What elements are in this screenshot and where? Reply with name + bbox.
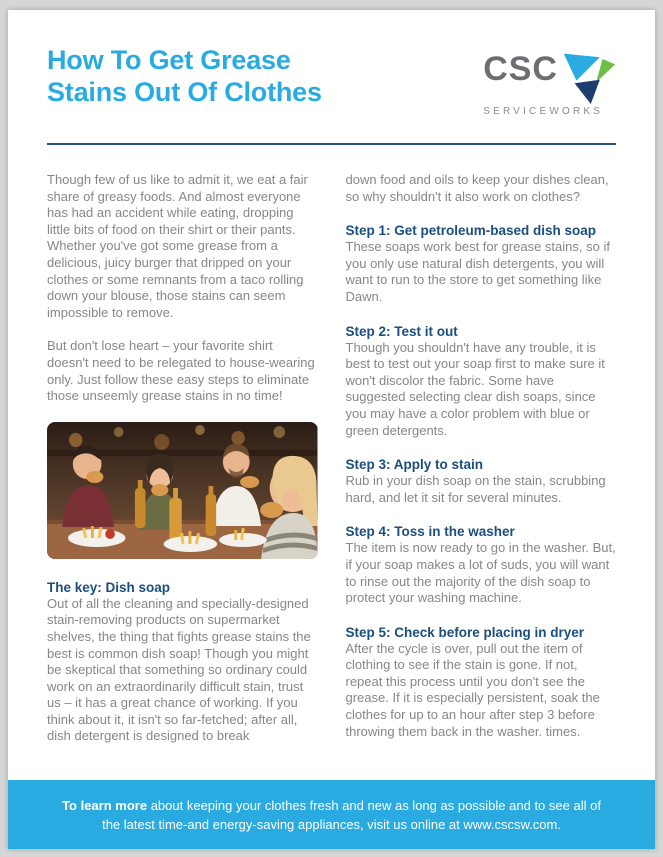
step-2-body: Though you shouldn't have any trouble, it is best to test out your soap first to make sure it won't discolor the fabric. Some have suggested selecting clear dish soaps, since you may have a color problem with blue or green detergents.: [345, 339, 605, 438]
right-column: [346, 172, 617, 762]
friends-eating-photo: [47, 422, 318, 559]
step-3-body: Rub in your dish soap on the stain, scrubbing hard, and let it sit for several minutes.: [345, 473, 606, 505]
article-body: [47, 172, 616, 762]
website-link[interactable]: www.cscsw.com: [463, 816, 558, 832]
left-column: [47, 172, 318, 762]
step-5: [346, 624, 617, 741]
page-title: [47, 44, 322, 108]
footer-text: [53, 796, 611, 834]
step-5-body: After the cycle is over, pull out the item of clothing to see if the stain is gone. If not, repeat this process until you don't see the grease. If it is especially persistent, soak the clothes for up to an hour after step 3 before throwing them back in the washer. times.: [345, 640, 600, 739]
document-page: [8, 10, 655, 849]
step-5-heading: Step 5: Check before placing in dryer: [345, 624, 585, 640]
csc-logo-mark-icon: [562, 50, 616, 104]
header: [47, 42, 616, 117]
logo-subtext: SERVICEWORKS: [483, 106, 604, 117]
page-title-line1: How To Get Grease: [47, 45, 291, 75]
step-3-heading: Step 3: Apply to stain: [345, 457, 484, 473]
intro-paragraph-2: But don't lose heart – your favorite shirt doesn't need to be relegated to house-wearing only. Just follow these easy steps to eliminate those unseemly grease stains in no time!: [47, 338, 315, 404]
step-1: [346, 222, 617, 305]
step-2-heading: Step 2: Test it out: [345, 323, 458, 339]
key-section-body: Out of all the cleaning and specially-designed stain-removing products on supermarket shelves, the thing that fights grease stains the best is common dish soap! Though you might be skeptical that something so ordinary could work on an extraordinarily difficult stain, trust us – it has a great chance of working. If you think about it, it isn't so far-fetched; after all, dish detergent is designed to break: [47, 595, 311, 744]
step-1-body: These soaps work best for grease stains, so if you only use natural dish detergents, you will want to run to the store to get something like Dawn.: [345, 239, 610, 304]
step-2: [346, 323, 617, 440]
footer-banner: [8, 780, 655, 849]
csc-serviceworks-logo: [483, 52, 616, 117]
footer-period: .: [557, 816, 561, 832]
key-section-heading: The key: Dish soap: [47, 579, 171, 595]
step-4: [346, 523, 617, 606]
page-title-line2: Stains Out Of Clothes: [47, 77, 322, 107]
step-3: [346, 456, 617, 506]
header-divider: [47, 143, 616, 145]
step-1-heading: Step 1: Get petroleum-based dish soap: [345, 223, 597, 239]
intro-paragraph-1: Though few of us like to admit it, we eat a fair share of greasy foods. And almost everyone has had an accident while eating, dropping little bits of food on their shirt or their pants. Whether you've got some grease from a delicious, juicy burger that dripped on your clothes or some remnants from a taco rolling down your blouse, those stains can seem impossible to remove.: [47, 172, 308, 320]
footer-body-text: about keeping your clothes fresh and new as long as possible and to see all of the latest time-and energy-saving appliances, visit us online at: [102, 797, 601, 832]
step-4-body: The item is now ready to go in the washer. But, if your soap makes a lot of suds, you will want to rinse out the majority of the dish soap to protect your washing machine.: [345, 540, 616, 606]
right-intro-paragraph: down food and oils to keep your dishes clean, so why shouldn't it also work on clothes?: [345, 172, 609, 204]
footer-bold-text: To learn more: [62, 797, 148, 813]
step-4-heading: Step 4: Toss in the washer: [345, 524, 515, 540]
logo-wordmark: CSC: [483, 50, 558, 88]
